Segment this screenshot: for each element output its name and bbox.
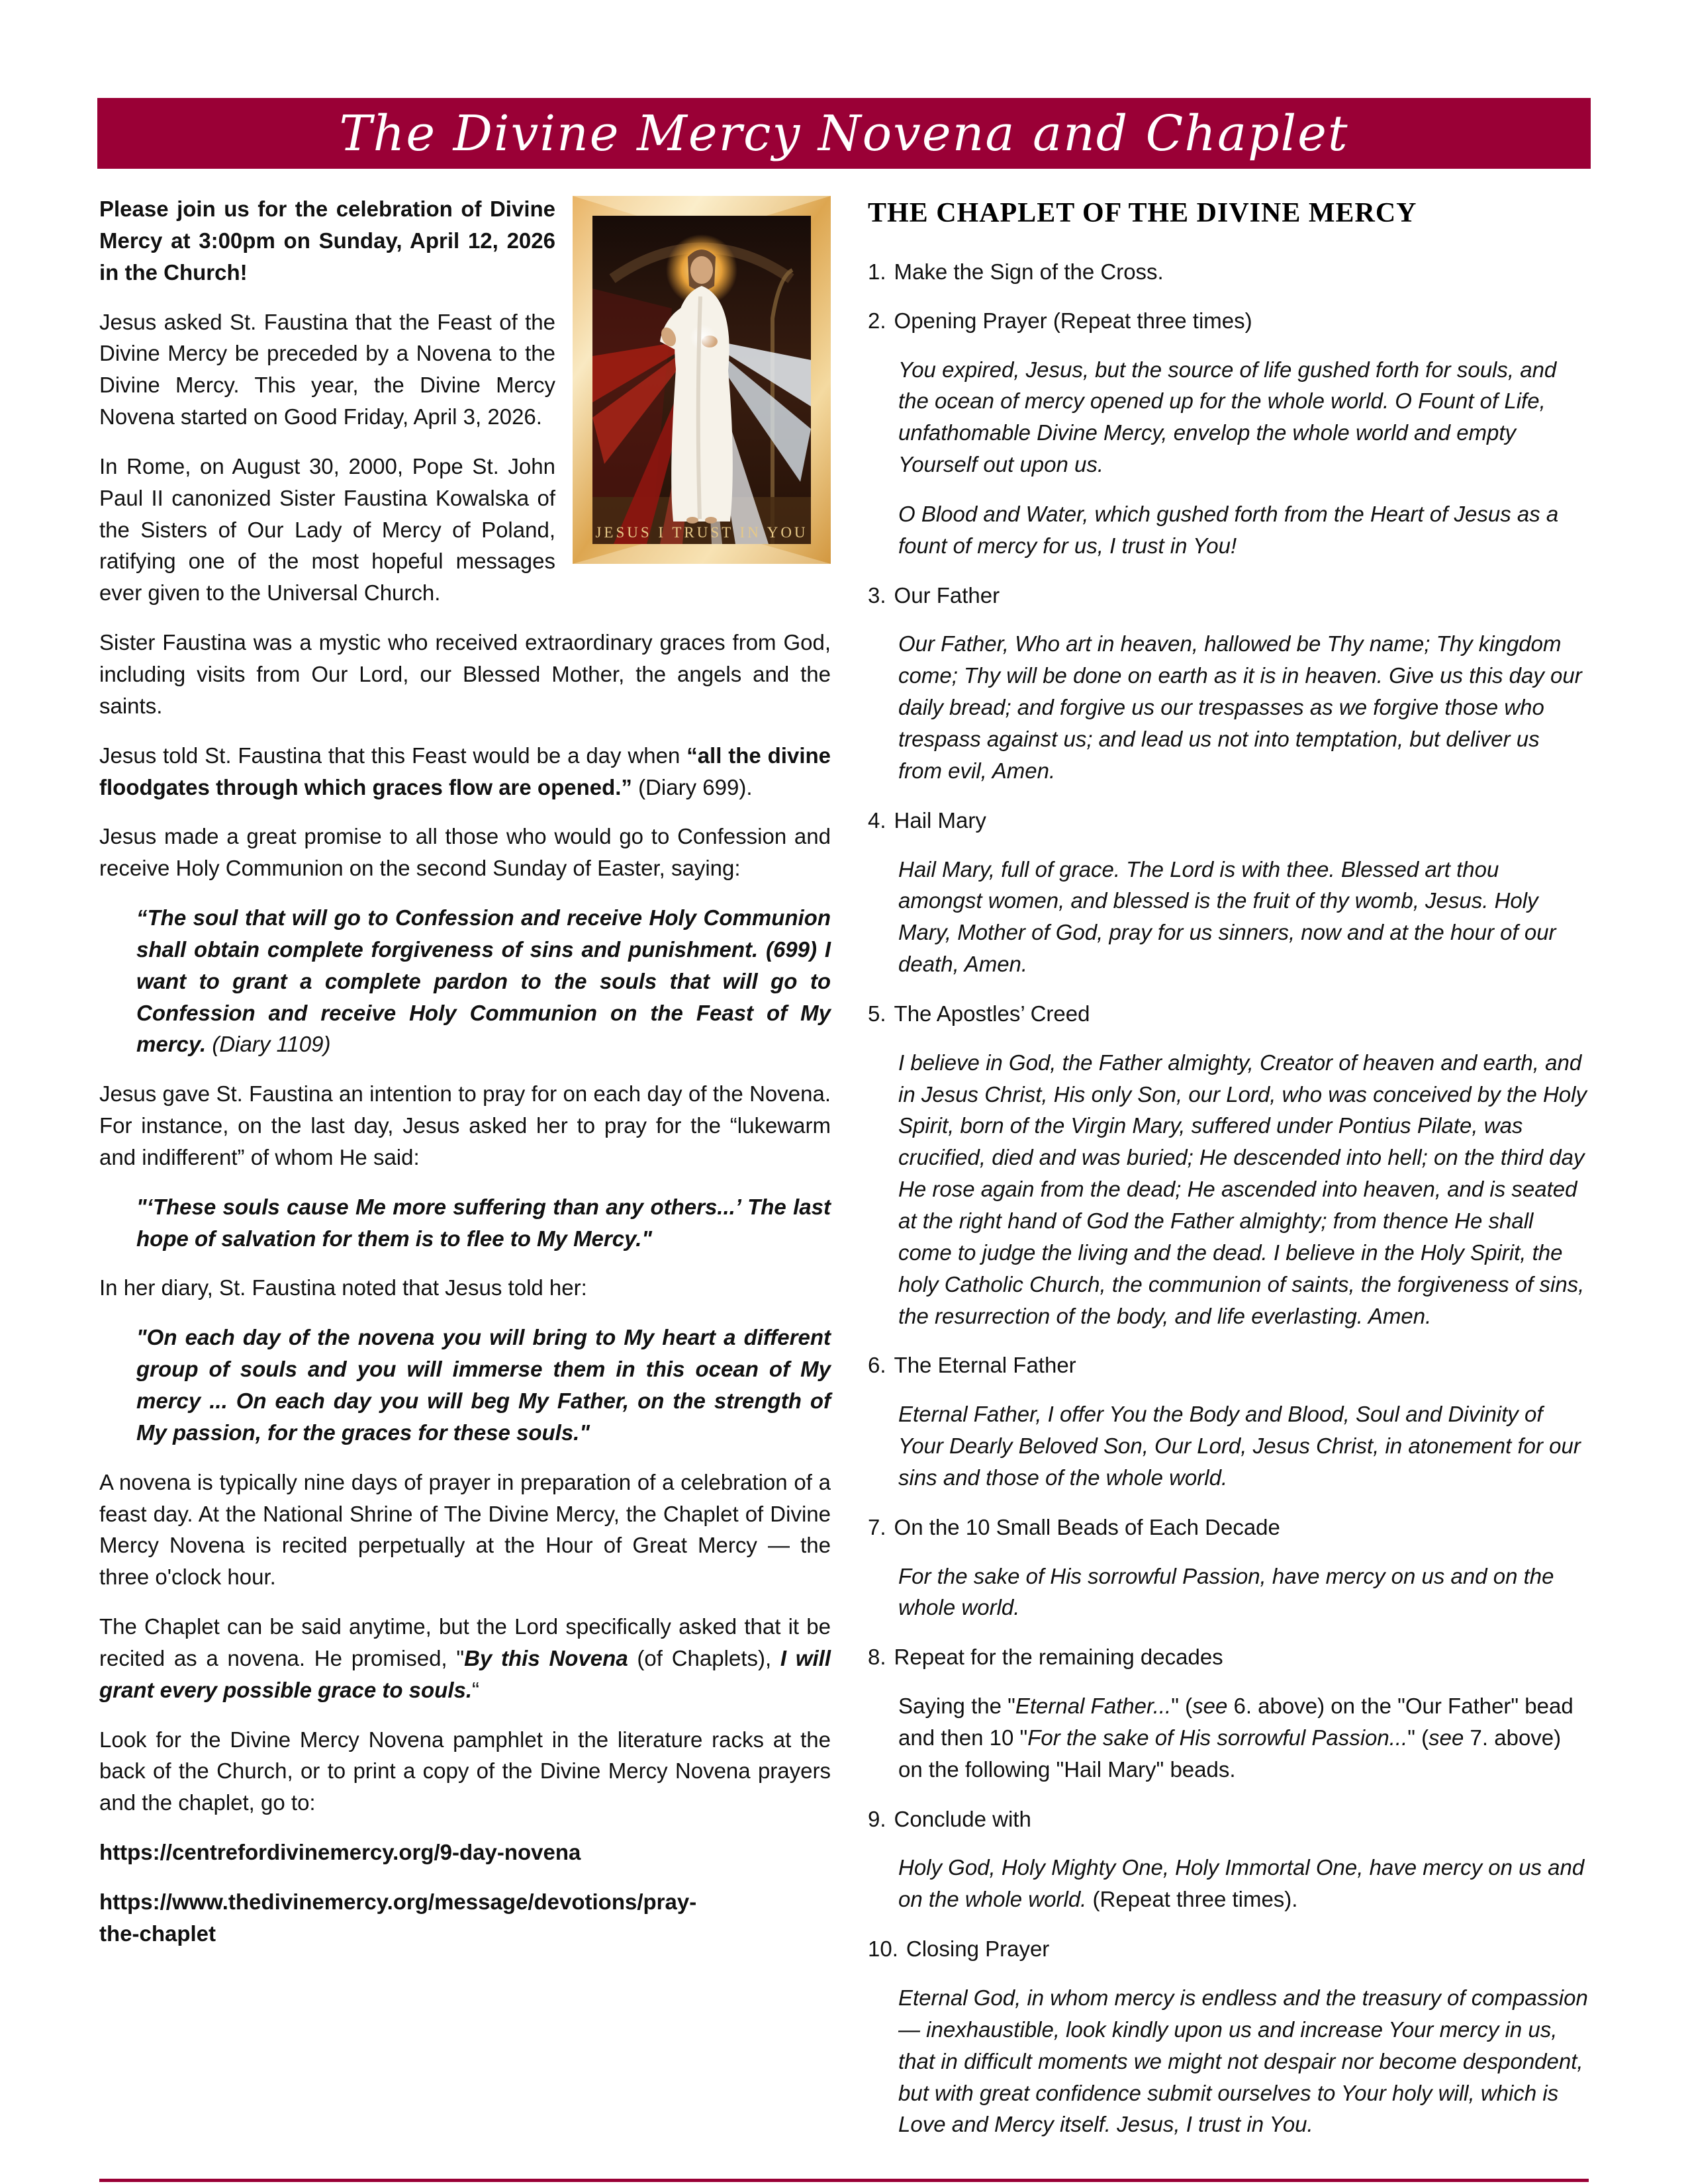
item-title (868, 1349, 1589, 1381)
chaplet-heading: THE CHAPLET OF THE DIVINE MERCY (868, 198, 1417, 228)
text-run: The Chaplet can be said anytime, but the Lord specifically asked that it be recited as a novena. He promised, " (99, 1614, 831, 1670)
item-number: 1. (868, 259, 886, 284)
text-run: 6. above) on the "Our Father" bead and then 10 " (898, 1694, 1573, 1750)
text-run: https://www.thedivinemercy.org/message/devotions/pray- (99, 1889, 697, 1914)
item-number: 9. (868, 1806, 886, 1831)
text-run: Hail Mary, full of grace. The Lord is with thee. Blessed art thou amongst women, and blessed is the fruit of thy womb, Jesus. Holy Mary, Mother of God, pray for us sinners, now and at the hour of our death, Amen. (898, 856, 1556, 977)
text-run: https://centrefordivinemercy.org/9-day-novena (99, 1840, 581, 1865)
bottom-rule (99, 2179, 1589, 2182)
quote-paragraph (136, 1322, 831, 1448)
item-number: 7. (868, 1514, 886, 1539)
text-run: For the sake of His sorrowful Passion, have mercy on us and on the whole world. (898, 1563, 1554, 1620)
item-title (868, 256, 1589, 288)
item-number: 8. (868, 1645, 886, 1670)
text-run: I will grant every possible grace to souls. (99, 1645, 831, 1702)
paragraph (99, 1078, 831, 1173)
item-title (868, 1512, 1589, 1543)
left-column (99, 193, 831, 1968)
text-run: A novena is typically nine days of prayer in preparation of a celebration of a feast day. At the National Shrine of The Divine Mercy, the Chaplet of Divine Mercy Novena is recited perpetually at the Hour of Great Mercy — the three o'clock hour. (99, 1469, 831, 1590)
item-title (868, 305, 1589, 337)
item-number: 10. (868, 1936, 898, 1962)
text-run: “all the divine floodgates through which graces flow are opened.” (99, 743, 831, 799)
prayer-paragraph (898, 354, 1589, 480)
text-run: In Rome, on August 30, 2000, Pope St. John Paul II canonized Sister Faustina Kowalska of the Sisters of Our Lady of Mercy of Poland, ratifying one of the most hopeful messages ever given to the Universal Church. (99, 453, 555, 606)
text-run: I believe in God, the Father almighty, Creator of heaven and earth, and in Jesus Christ, His only Son, our Lord, who was conceived by the Holy Spirit, born of the Virgin Mary, suffered under Pontius Pilate, was crucified, died and was buried; He descended into hell; on the third day He rose again from the dead; He ascended into heaven, and is seated at the right hand of God the Father almighty; from thence He shall come to judge the living and the dead. I believe in the Holy Spirit, the holy Catholic Church, the communion of saints, the forgiveness of sins, the resurrection of the body, and life everlasting. Amen. (898, 1050, 1587, 1328)
right-column (868, 193, 1589, 2158)
item-title-text: Conclude with (894, 1806, 1031, 1831)
prayer-paragraph (898, 1047, 1589, 1332)
text-run: Jesus made a great promise to all those who would go to Confession and receive Holy Communion on the second Sunday of Easter, saying: (99, 824, 831, 881)
paragraph (99, 1724, 831, 1819)
text-run: " ( (1407, 1725, 1429, 1750)
item-title (868, 998, 1589, 1030)
item-number: 5. (868, 1001, 886, 1026)
text-run: (of Chaplets), (628, 1645, 780, 1670)
item-title-text: The Apostles’ Creed (894, 1001, 1090, 1026)
chaplet-item (868, 305, 1589, 562)
item-title (868, 1933, 1589, 1965)
paragraph (99, 1467, 831, 1593)
text-run: Look for the Divine Mercy Novena pamphlet in the literature racks at the back of the Church, or to print a copy of the Divine Mercy Novena prayers and the chaplet, go to: (99, 1727, 831, 1815)
text-run: "‘These souls cause Me more suffering than any others...’ The last hope of salvation for them is to flee to My Mercy." (136, 1194, 831, 1251)
quote-paragraph (136, 902, 831, 1060)
chaplet-item (868, 256, 1589, 288)
paragraph (99, 1611, 831, 1706)
item-number: 2. (868, 308, 886, 333)
page-title: The Divine Mercy Novena and Chaplet (339, 105, 1349, 162)
page-banner (97, 98, 1591, 169)
divine-mercy-image (573, 196, 831, 564)
url-link[interactable] (99, 1837, 831, 1868)
text-run: Eternal God, in whom mercy is endless and the treasury of compassion — inexhaustible, look kindly upon us and increase Your mercy in us, that in difficult moments we might not despair nor become despondent, but with great confidence submit ourselves to Your holy will, which is Love and Mercy itself. Jesus, I trust in You. (898, 1985, 1588, 2137)
prayer-paragraph (898, 1398, 1589, 1494)
text-run: " ( (1171, 1694, 1193, 1719)
item-title-text: The Eternal Father (894, 1353, 1076, 1378)
text-run: "On each day of the novena you will bring to My heart a different group of souls and you will immerse them in this ocean of My mercy ... On each day you will beg My Father, on the strength of My passion, for the graces for these souls." (136, 1325, 831, 1445)
item-title-text: Closing Prayer (906, 1936, 1050, 1962)
item-number: 4. (868, 807, 886, 833)
chaplet-item (868, 1933, 1589, 2140)
text-run: Sister Faustina was a mystic who received extraordinary graces from God, including visits from Our Lord, our Blessed Mother, the angels and the saints. (99, 630, 831, 718)
content-area (99, 193, 1589, 2158)
item-title (868, 1641, 1589, 1673)
chaplet-item (868, 1349, 1589, 1493)
text-run: Jesus told St. Faustina that this Feast would be a day when (99, 743, 687, 768)
item-title (868, 580, 1589, 612)
text-run: “ (472, 1677, 480, 1702)
quote-paragraph (136, 1191, 831, 1255)
text-run: Eternal Father, I offer You the Body and Blood, Soul and Divinity of Your Dearly Beloved Son, Our Lord, Jesus Christ, in atonement for our sins and those of the whole world. (898, 1402, 1581, 1490)
text-run: O Blood and Water, which gushed forth from the Heart of Jesus as a fount of mercy for us, I trust in You! (898, 501, 1559, 558)
text-run: the-chaplet (99, 1921, 216, 1946)
chaplet-item (868, 580, 1589, 787)
text-run: Eternal Father... (1015, 1694, 1172, 1719)
prayer-paragraph (898, 1561, 1589, 1624)
item-title (868, 805, 1589, 837)
item-title-text: On the 10 Small Beads of Each Decade (894, 1514, 1280, 1539)
text-run: Our Father, Who art in heaven, hallowed be Thy name; Thy kingdom come; Thy will be done on earth as it is in heaven. Give us this day our daily bread; and forgive us our trespasses as we forgive those who trespass against us; and lead us not into temptation, but deliver us from evil, Amen. (898, 631, 1582, 783)
item-title-text: Hail Mary (894, 807, 986, 833)
text-run: For the sake of His sorrowful Passion... (1027, 1725, 1408, 1750)
prayer-paragraph (898, 1690, 1589, 1786)
text-run: By this Novena (464, 1645, 628, 1670)
url-link[interactable] (99, 1886, 831, 1950)
text-run: see (1192, 1694, 1228, 1719)
item-title-text: Opening Prayer (Repeat three times) (894, 308, 1252, 333)
text-run: “The soul that will go to Confession and receive Holy Communion shall obtain complete forgiveness of sins and punishment. (699) I want to grant a complete pardon to the souls that will go to Confession and receive Holy Communion on the Feast of My mercy. (136, 905, 831, 1057)
prayer-paragraph (898, 498, 1589, 562)
text-run: Jesus gave St. Faustina an intention to pray for on each day of the Novena. For instance, on the last day, Jesus asked her to pray for the “lukewarm and indifferent” of whom He said: (99, 1081, 831, 1169)
text-run: (Repeat three times). (1086, 1887, 1298, 1912)
text-run: Jesus asked St. Faustina that the Feast of the Divine Mercy be preceded by a Novena to the Divine Mercy. This year, the Divine Mercy Novena started on Good Friday, April 3, 2026. (99, 309, 555, 430)
paragraph (99, 627, 831, 722)
chaplet-item (868, 1512, 1589, 1624)
text-run: (Diary 1109) (212, 1032, 331, 1057)
prayer-paragraph (898, 854, 1589, 980)
item-number: 3. (868, 582, 886, 608)
image-caption: JESUS I TRUST IN YOU (595, 524, 808, 541)
text-run: Holy God, Holy Mighty One, Holy Immortal One, have mercy on us and on the whole world. (898, 1855, 1585, 1912)
item-title-text: Our Father (894, 582, 1000, 608)
text-run: Saying the " (898, 1694, 1015, 1719)
divine-mercy-artwork (573, 196, 831, 564)
item-title-text: Make the Sign of the Cross. (894, 259, 1164, 284)
item-title (868, 1803, 1589, 1835)
prayer-paragraph (898, 1852, 1589, 1915)
text-run: 7. above) on the following "Hail Mary" beads. (898, 1725, 1562, 1782)
text-run: Please join us for the celebration of Divine Mercy at 3:00pm on Sunday, April 12, 2026 in the Church! (99, 197, 555, 285)
chaplet-item (868, 1641, 1589, 1785)
prayer-paragraph (898, 1982, 1589, 2140)
text-run: (Diary 699). (632, 774, 753, 799)
chaplet-item (868, 998, 1589, 1332)
text-run: In her diary, St. Faustina noted that Jesus told her: (99, 1275, 587, 1300)
paragraph (99, 740, 831, 803)
item-number: 6. (868, 1353, 886, 1378)
paragraph (99, 1272, 831, 1304)
paragraph (99, 821, 831, 884)
chaplet-item (868, 1803, 1589, 1916)
text-run: see (1429, 1725, 1464, 1750)
item-title-text: Repeat for the remaining decades (894, 1645, 1223, 1670)
prayer-paragraph (898, 628, 1589, 786)
text-run: You expired, Jesus, but the source of life gushed forth for souls, and the ocean of mercy opened up for the whole world. O Fount of Life, unfathomable Divine Mercy, envelop the whole world and empty Yourself out upon us. (898, 357, 1557, 477)
chaplet-item (868, 805, 1589, 980)
